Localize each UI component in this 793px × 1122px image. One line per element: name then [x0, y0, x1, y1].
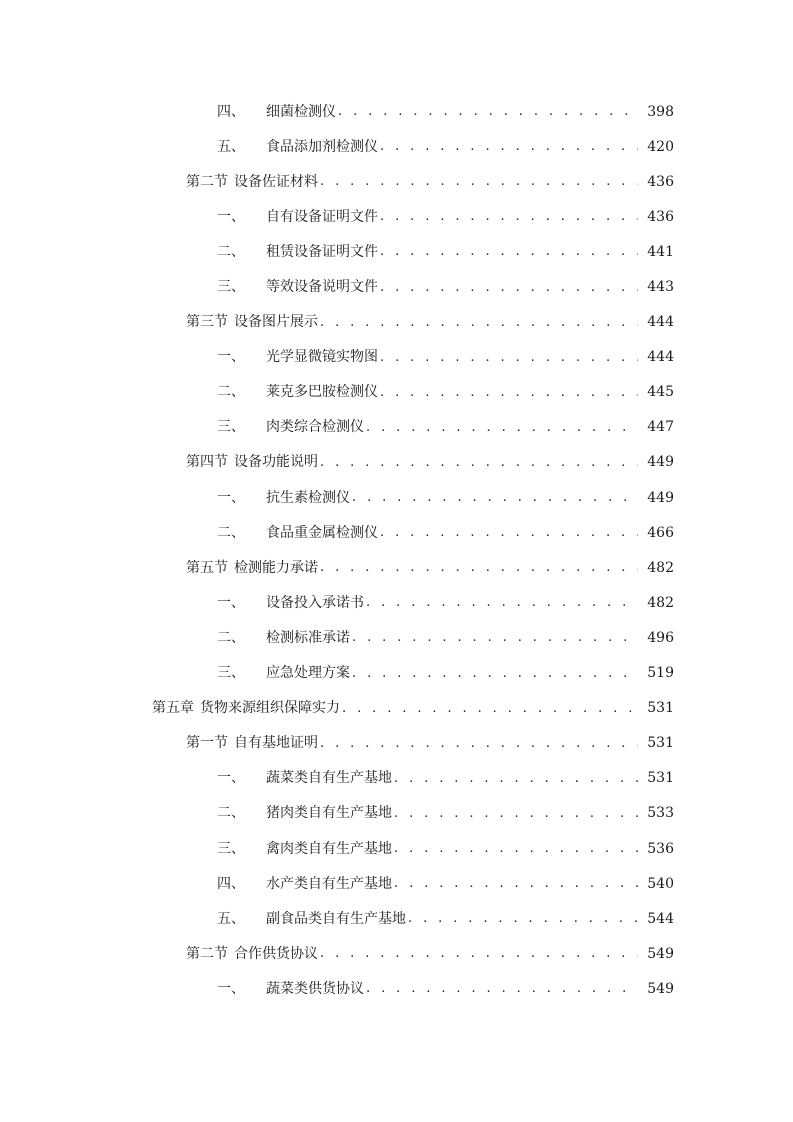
table-of-contents [0, 94, 793, 1006]
toc-entry-number: 四、 [217, 875, 245, 892]
dot-leader [352, 667, 638, 680]
toc-entry-title: 合作供货协议 [234, 945, 318, 962]
toc-entry-number: 第二节 [186, 945, 228, 962]
toc-entry-title: 设备功能说明 [234, 454, 318, 471]
toc-entry-title: 蔬菜类供货协议 [266, 980, 364, 997]
dot-leader [380, 526, 638, 539]
toc-entry-number: 第五节 [186, 559, 228, 576]
toc-entry-page: 519 [647, 665, 674, 682]
dot-leader [380, 245, 638, 258]
dot-leader [366, 421, 638, 434]
dot-leader [342, 702, 638, 715]
toc-entry-title: 猪肉类自有生产基地 [266, 805, 392, 822]
toc-entry-title: 禽肉类自有生产基地 [266, 840, 392, 857]
dot-leader [338, 105, 638, 118]
toc-entry[interactable] [0, 726, 674, 761]
toc-entry-title: 抗生素检测仪 [266, 489, 350, 506]
toc-entry-number: 三、 [217, 279, 245, 296]
dot-leader [408, 912, 638, 925]
toc-entry-page: 482 [647, 594, 674, 611]
toc-entry[interactable] [0, 901, 674, 936]
dot-leader [352, 491, 638, 504]
toc-entry-page: 466 [647, 524, 674, 541]
toc-entry-page: 444 [647, 314, 674, 331]
toc-entry-number: 一、 [217, 489, 245, 506]
toc-entry-title: 水产类自有生产基地 [266, 875, 392, 892]
dot-leader [394, 877, 638, 890]
dot-leader [320, 175, 638, 188]
toc-entry-title: 等效设备说明文件 [266, 279, 378, 296]
toc-entry-title: 食品添加剂检测仪 [266, 138, 378, 155]
dot-leader [380, 281, 638, 294]
toc-entry-number: 一、 [217, 770, 245, 787]
toc-entry[interactable] [0, 234, 674, 269]
toc-entry-number: 三、 [217, 419, 245, 436]
toc-entry-title: 租赁设备证明文件 [266, 243, 378, 260]
toc-entry-page: 531 [647, 735, 674, 752]
toc-entry[interactable] [0, 129, 674, 164]
toc-entry-number: 第四节 [186, 454, 228, 471]
toc-entry-title: 应急处理方案 [266, 665, 350, 682]
toc-entry-page: 496 [647, 629, 674, 646]
toc-entry[interactable] [0, 796, 674, 831]
toc-entry[interactable] [0, 480, 674, 515]
toc-entry[interactable] [0, 585, 674, 620]
toc-entry-title: 检测能力承诺 [234, 559, 318, 576]
dot-leader [320, 561, 638, 574]
toc-entry-number: 一、 [217, 594, 245, 611]
toc-entry[interactable] [0, 866, 674, 901]
toc-entry-page: 436 [647, 208, 674, 225]
toc-entry-title: 肉类综合检测仪 [266, 419, 364, 436]
toc-entry-page: 443 [647, 279, 674, 296]
dot-leader [366, 596, 638, 609]
dot-leader [394, 807, 638, 820]
toc-entry-number: 一、 [217, 980, 245, 997]
toc-entry-page: 447 [647, 419, 674, 436]
toc-entry-title: 货物来源组织保障实力 [200, 700, 340, 717]
toc-entry[interactable] [0, 305, 674, 340]
dot-leader [380, 140, 638, 153]
dot-leader [320, 737, 638, 750]
toc-entry-number: 五、 [217, 910, 245, 927]
toc-entry[interactable] [0, 269, 674, 304]
dot-leader [320, 456, 638, 469]
dot-leader [380, 386, 638, 399]
toc-entry-title: 细菌检测仪 [266, 103, 336, 120]
toc-entry[interactable] [0, 410, 674, 445]
toc-entry-page: 436 [647, 173, 674, 190]
toc-entry-title: 光学显微镜实物图 [266, 349, 378, 366]
toc-entry-page: 536 [647, 840, 674, 857]
toc-entry[interactable] [0, 515, 674, 550]
toc-entry-page: 549 [647, 980, 674, 997]
toc-entry-number: 第二节 [186, 173, 228, 190]
toc-entry-title: 蔬菜类自有生产基地 [266, 770, 392, 787]
toc-entry-title: 莱克多巴胺检测仪 [266, 384, 378, 401]
toc-entry-page: 544 [647, 910, 674, 927]
toc-entry-title: 设备投入承诺书 [266, 594, 364, 611]
toc-entry-title: 食品重金属检测仪 [266, 524, 378, 541]
toc-entry[interactable] [0, 340, 674, 375]
toc-entry[interactable] [0, 656, 674, 691]
toc-entry[interactable] [0, 550, 674, 585]
dot-leader [366, 982, 638, 995]
toc-entry-page: 533 [647, 805, 674, 822]
toc-entry-number: 五、 [217, 138, 245, 155]
toc-entry-page: 531 [647, 700, 674, 717]
toc-entry-page: 449 [647, 454, 674, 471]
dot-leader [380, 351, 638, 364]
toc-entry-page: 420 [647, 138, 674, 155]
toc-entry-number: 三、 [217, 840, 245, 857]
toc-entry-number: 第三节 [186, 314, 228, 331]
dot-leader [394, 772, 638, 785]
toc-entry[interactable] [0, 761, 674, 796]
toc-entry-title: 副食品类自有生产基地 [266, 910, 406, 927]
toc-entry[interactable] [0, 445, 674, 480]
toc-entry-number: 三、 [217, 665, 245, 682]
toc-entry-number: 四、 [217, 103, 245, 120]
toc-entry[interactable] [0, 691, 674, 726]
toc-entry-page: 441 [647, 243, 674, 260]
toc-entry-title: 检测标准承诺 [266, 629, 350, 646]
toc-entry-title: 自有设备证明文件 [266, 208, 378, 225]
toc-entry-page: 398 [647, 103, 674, 120]
toc-entry[interactable] [0, 375, 674, 410]
toc-entry[interactable] [0, 164, 674, 199]
toc-entry[interactable] [0, 831, 674, 866]
toc-entry-page: 540 [647, 875, 674, 892]
toc-entry-number: 二、 [217, 805, 245, 822]
toc-entry-number: 一、 [217, 349, 245, 366]
toc-entry-number: 第一节 [186, 735, 228, 752]
toc-entry[interactable] [0, 971, 674, 1006]
toc-entry-number: 二、 [217, 384, 245, 401]
toc-entry[interactable] [0, 620, 674, 655]
toc-entry-page: 444 [647, 349, 674, 366]
dot-leader [352, 631, 638, 644]
toc-entry-number: 第五章 [152, 700, 194, 717]
toc-entry-page: 531 [647, 770, 674, 787]
toc-entry-title: 设备图片展示 [234, 314, 318, 331]
dot-leader [380, 210, 638, 223]
dot-leader [320, 947, 638, 960]
toc-entry-number: 二、 [217, 524, 245, 541]
toc-entry-title: 自有基地证明 [234, 735, 318, 752]
dot-leader [394, 842, 638, 855]
toc-entry-page: 449 [647, 489, 674, 506]
toc-entry-number: 二、 [217, 243, 245, 260]
toc-entry-page: 445 [647, 384, 674, 401]
toc-entry-number: 二、 [217, 629, 245, 646]
toc-entry[interactable] [0, 94, 674, 129]
toc-entry-page: 482 [647, 559, 674, 576]
toc-entry-number: 一、 [217, 208, 245, 225]
toc-entry-title: 设备佐证材料 [234, 173, 318, 190]
toc-entry[interactable] [0, 936, 674, 971]
dot-leader [320, 316, 638, 329]
toc-entry-page: 549 [647, 945, 674, 962]
toc-entry[interactable] [0, 199, 674, 234]
